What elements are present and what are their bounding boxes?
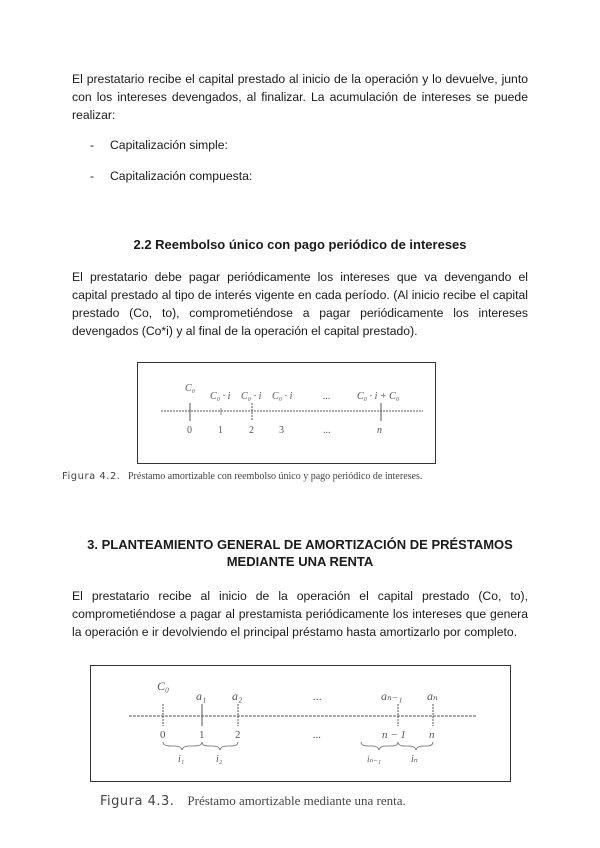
bullet-dash: - <box>90 169 95 183</box>
label-a1: a₁ <box>196 689 207 703</box>
label-an: aₙ <box>427 689 438 703</box>
label-final: C₀ · i + C₀ <box>357 391 400 402</box>
caption-number: Figura 4.2. <box>62 471 121 482</box>
bullet-dash: - <box>90 138 95 152</box>
label-an-minus-1: aₙ₋₁ <box>381 689 403 703</box>
label-c0: C₀ <box>185 383 196 394</box>
figure-4-3-diagram <box>90 665 511 782</box>
rate-label: iₙ₋₁ <box>367 754 382 764</box>
intro-paragraph: El prestatario recibe el capital prestado al inicio de la operación y lo devuelve, junto con los intereses devengados, al finalizar. La acumulación de intereses se puede realizar: <box>72 72 528 122</box>
figure-4-2-diagram <box>137 362 436 464</box>
section-3-heading-line2: MEDIANTE UNA RENTA <box>226 554 374 569</box>
tick-label: 1 <box>218 425 223 436</box>
period-brace <box>202 742 238 750</box>
section-2-2-paragraph: El prestatario debe pagar periódicamente los intereses que va devengando el capital prestado al tipo de interés vigente en cada período. (Al inicio recibe el capital prestado (Co, to), comprometiéndose a pagar periódicamente los intereses devengados (Co*i) y al final de la operación el capital prestado). <box>72 270 528 338</box>
figure-4-3-caption <box>100 793 406 809</box>
caption-number: Figura 4.3. <box>100 794 175 809</box>
period-brace <box>398 742 433 750</box>
tick-label: ... <box>313 729 322 741</box>
timeline-4-3 <box>91 666 510 781</box>
timeline-4-2 <box>138 363 435 463</box>
tick-label: ... <box>323 425 331 436</box>
label-interest-3: C₀ · i <box>272 391 293 402</box>
section-3-paragraph: El prestatario recibe al inicio de la operación el capital prestado (Co, to), comprometiéndose a pagar al prestamista periódicamente los intereses que genera la operación e ir devolviendo el principal préstamo hasta amortizarlo por completo. <box>72 589 528 639</box>
bullet-compound <box>90 167 252 185</box>
tick-label: n <box>377 425 382 436</box>
period-brace <box>163 742 202 750</box>
tick-label: 0 <box>160 729 166 741</box>
label-interest-2: C₀ · i <box>241 391 262 402</box>
section-3-heading-line1: 3. PLANTEAMIENTO GENERAL DE AMORTIZACIÓN DE PRÉSTAMOS <box>87 537 513 552</box>
caption-text: Préstamo amortizable mediante una renta. <box>187 793 406 808</box>
label-c0: C₀ <box>157 679 170 693</box>
tick-label: n <box>429 729 435 741</box>
tick-label: 0 <box>187 425 192 436</box>
tick-label: 2 <box>249 425 254 436</box>
label-interest-1: C₀ · i <box>210 391 231 402</box>
bullet-text: Capitalización simple: <box>110 138 228 152</box>
section-2-2-heading: 2.2 Reembolso único con pago periódico de intereses <box>133 237 467 252</box>
label-ellipsis: ... <box>313 689 322 703</box>
tick-label: 2 <box>235 729 241 741</box>
figure-4-2-caption <box>62 471 422 482</box>
bullet-text: Capitalización compuesta: <box>110 169 253 183</box>
tick-label: n − 1 <box>382 729 406 741</box>
period-brace <box>361 742 398 750</box>
caption-text: Préstamo amortizable con reembolso único y pago periódico de intereses. <box>128 471 423 482</box>
rate-label: iₙ <box>411 754 418 765</box>
rate-label: i₁ <box>178 754 185 765</box>
rate-label: i₂ <box>216 754 223 765</box>
label-ellipsis: ... <box>323 391 331 402</box>
tick-label: 1 <box>199 729 205 741</box>
bullet-simple <box>90 136 228 154</box>
tick-label: 3 <box>279 425 284 436</box>
label-a2: a₂ <box>232 689 243 703</box>
